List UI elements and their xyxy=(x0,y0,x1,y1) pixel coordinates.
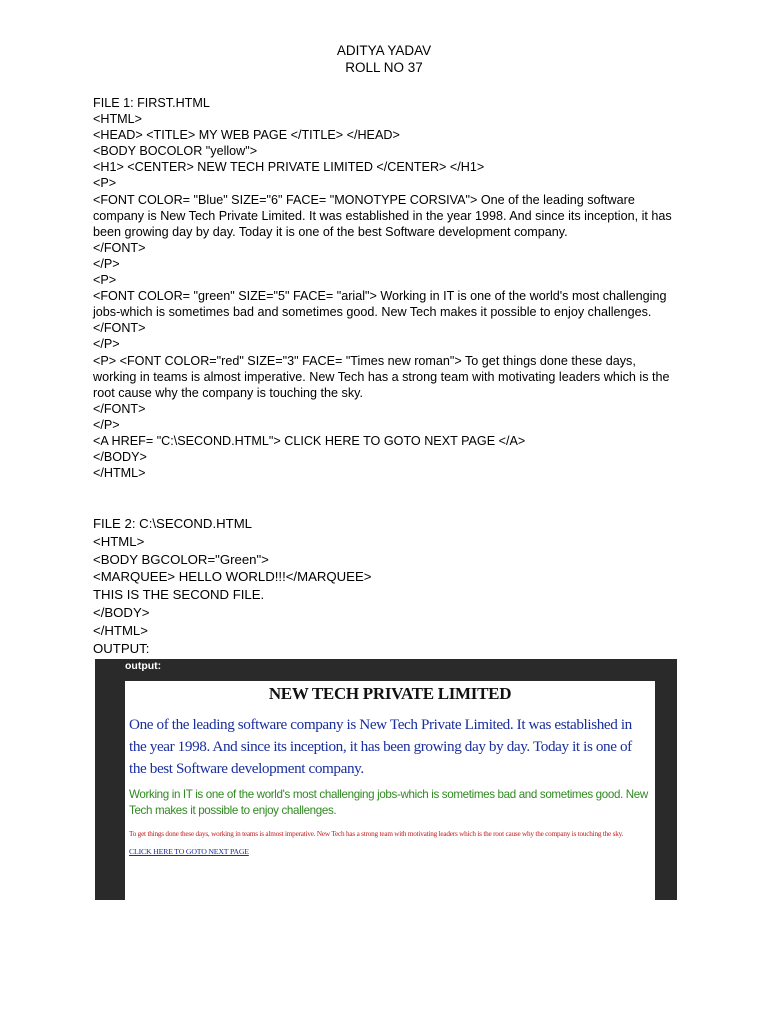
code-line: <BODY BGCOLOR="Green"> xyxy=(93,551,269,567)
next-page-link[interactable]: CLICK HERE TO GOTO NEXT PAGE xyxy=(129,847,249,856)
output-screenshot xyxy=(95,659,677,900)
code-line: <BODY BOCOLOR "yellow"> xyxy=(93,144,258,159)
code-line: </FONT> xyxy=(93,321,146,336)
code-line: <P> <FONT COLOR="red" SIZE="3" FACE= "Times new roman"> To get things done these days, working in teams is almost imperative. New Tech has a strong team with motivating leaders which is the root cause why the company is touching the sky. xyxy=(93,353,674,400)
code-line: </BODY> xyxy=(93,450,147,465)
output-page-title: NEW TECH PRIVATE LIMITED xyxy=(268,684,512,703)
code-line: FILE 2: C:\SECOND.HTML xyxy=(93,516,253,531)
document-header xyxy=(0,42,768,76)
code-line: THIS IS THE SECOND FILE. xyxy=(93,587,265,603)
code-line: <FONT COLOR= "green" SIZE="5" FACE= "arial"> Working in IT is one of the world's most challenging jobs-which is sometimes bad and sometimes good. New Tech makes it possible to enjoy challenges. xyxy=(93,289,670,320)
roll-number: ROLL NO 37 xyxy=(345,60,423,75)
code-line: FILE 1: FIRST.HTML xyxy=(93,96,210,110)
file2-code-listing xyxy=(93,515,673,657)
code-line: <MARQUEE> HELLO WORLD!!!</MARQUEE> xyxy=(93,569,372,585)
author-name: ADITYA YADAV xyxy=(336,43,432,58)
code-line: <HTML> xyxy=(93,112,142,127)
code-line: </P> xyxy=(93,417,120,432)
code-line: </HTML> xyxy=(93,622,148,638)
code-line: <H1> <CENTER> NEW TECH PRIVATE LIMITED </CENTER> </H1> xyxy=(93,160,485,175)
code-line: </P> xyxy=(93,256,120,271)
output-blue-paragraph: One of the leading software company is New Tech Private Limited. It was established in the year 1998. And since its inception, it has been growing day by day. Today it is one of the best Software development company. xyxy=(129,716,632,777)
code-line: <HEAD> <TITLE> MY WEB PAGE </TITLE> </HEAD> xyxy=(93,128,400,143)
file1-code-listing xyxy=(93,95,676,481)
code-line: </HTML> xyxy=(93,466,146,481)
code-line: </FONT> xyxy=(93,401,146,416)
code-line: </P> xyxy=(93,337,120,352)
code-line: <A HREF= "C:\SECOND.HTML"> CLICK HERE TO GOTO NEXT PAGE </A> xyxy=(93,433,526,448)
rendered-web-page xyxy=(125,681,655,900)
code-line: <P> xyxy=(93,176,117,191)
output-heading: OUTPUT: xyxy=(93,640,150,656)
output-label: output: xyxy=(125,660,162,672)
code-line: <HTML> xyxy=(93,533,145,549)
code-line: <FONT COLOR= "Blue" SIZE="6" FACE= "MONOTYPE CORSIVA"> One of the leading software company is New Tech Private Limited. It was established in the year 1998. And since its inception, it has been growing day by day. Today it is one of the best Software development company. xyxy=(93,192,676,239)
code-line: </BODY> xyxy=(93,604,150,620)
code-line: <P> xyxy=(93,273,117,288)
output-green-paragraph: Working in IT is one of the world's most challenging jobs-which is sometimes bad and sometimes good. New Tech makes it possible to enjoy challenges. xyxy=(129,788,648,817)
code-line: </FONT> xyxy=(93,240,146,255)
output-red-paragraph: To get things done these days, working in teams is almost imperative. New Tech has a strong team with motivating leaders which is the root cause why the company is touching the sky. xyxy=(129,830,624,838)
